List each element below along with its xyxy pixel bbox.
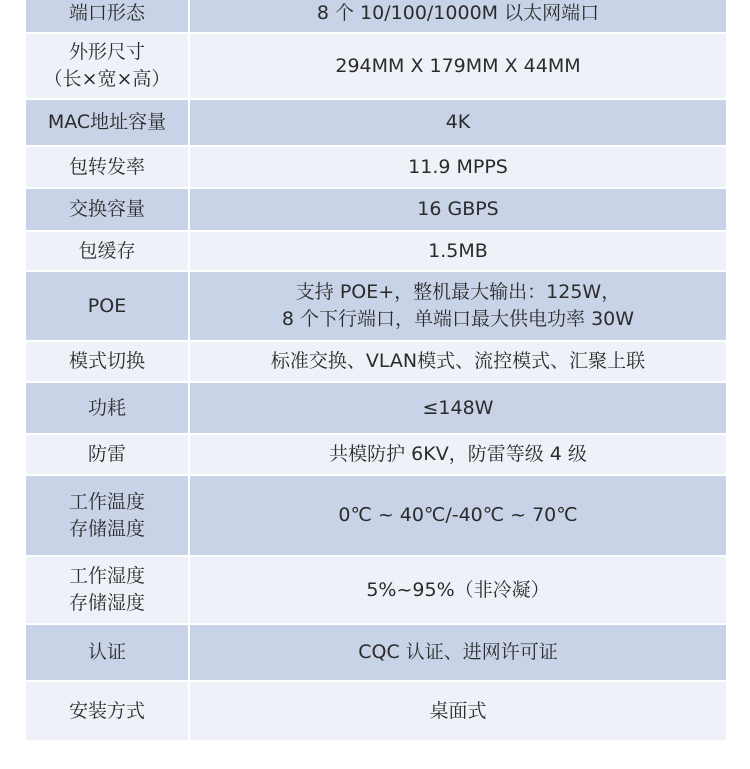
spec-row-mode-switch — [26, 341, 726, 382]
spec-row-certification — [26, 624, 726, 681]
spec-label: 防雷 — [26, 434, 189, 475]
spec-value: 0℃ ~ 40℃/-40℃ ~ 70℃ — [189, 475, 726, 556]
spec-row-temperature — [26, 475, 726, 556]
spec-value: 共模防护 6KV，防雷等级 4 级 — [189, 434, 726, 475]
spec-row-lightning-protection — [26, 434, 726, 475]
spec-row-humidity — [26, 556, 726, 624]
spec-value: 11.9 MPPS — [189, 146, 726, 188]
spec-label: 工作湿度 存储湿度 — [26, 556, 189, 624]
spec-label: 工作温度 存储温度 — [26, 475, 189, 556]
spec-label: 安装方式 — [26, 681, 189, 741]
spec-label: 端口形态 — [26, 0, 189, 33]
spec-value: 桌面式 — [189, 681, 726, 741]
spec-label: MAC地址容量 — [26, 99, 189, 146]
spec-row-power-consumption — [26, 382, 726, 434]
spec-label: 认证 — [26, 624, 189, 681]
spec-label: 模式切换 — [26, 341, 189, 382]
spec-value: 8 个 10/100/1000M 以太网端口 — [189, 0, 726, 33]
spec-table — [26, 0, 726, 742]
spec-row-forwarding-rate — [26, 146, 726, 188]
spec-value: 294MM X 179MM X 44MM — [189, 33, 726, 99]
spec-value: 1.5MB — [189, 231, 726, 271]
spec-value: 16 GBPS — [189, 188, 726, 231]
spec-label: 交换容量 — [26, 188, 189, 231]
spec-label: 包转发率 — [26, 146, 189, 188]
spec-row-poe — [26, 271, 726, 341]
spec-row-installation — [26, 681, 726, 741]
spec-value: 4K — [189, 99, 726, 146]
spec-row-ports — [26, 0, 726, 33]
spec-row-mac-capacity — [26, 99, 726, 146]
spec-row-dimensions — [26, 33, 726, 99]
spec-value: 标准交换、VLAN模式、流控模式、汇聚上联 — [189, 341, 726, 382]
spec-value: ≤148W — [189, 382, 726, 434]
spec-value: 支持 POE+，整机最大输出：125W， 8 个下行端口，单端口最大供电功率 30W — [189, 271, 726, 341]
spec-row-packet-buffer — [26, 231, 726, 271]
spec-value: CQC 认证、进网许可证 — [189, 624, 726, 681]
spec-value: 5%~95%（非冷凝） — [189, 556, 726, 624]
spec-label: POE — [26, 271, 189, 341]
spec-label: 包缓存 — [26, 231, 189, 271]
spec-label: 外形尺寸 （长×宽×高） — [26, 33, 189, 99]
spec-label: 功耗 — [26, 382, 189, 434]
spec-row-switching-capacity — [26, 188, 726, 231]
